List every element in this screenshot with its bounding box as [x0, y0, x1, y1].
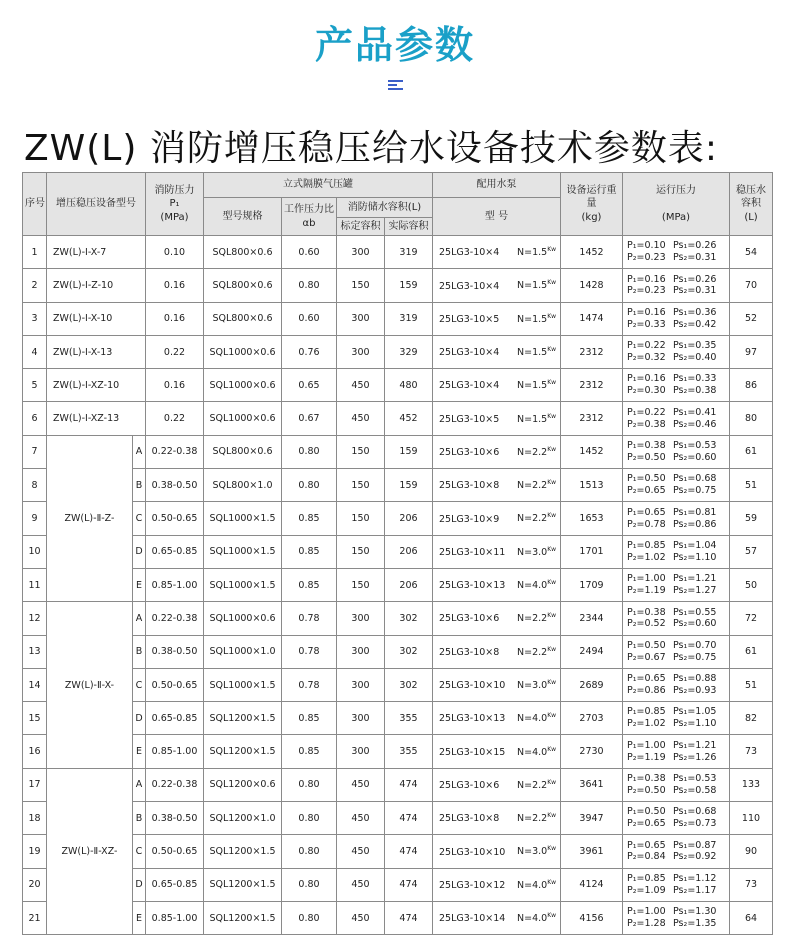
cell-rated-vol: 150 [337, 502, 385, 535]
cell-seq: 11 [23, 568, 47, 601]
cell-rated-vol: 300 [337, 302, 385, 335]
cell-weight: 2312 [561, 369, 623, 402]
cell-work-ratio: 0.80 [282, 901, 337, 934]
cell-sub: A [133, 435, 146, 468]
cell-sub: E [133, 735, 146, 768]
cell-rated-vol: 450 [337, 402, 385, 435]
table-title: ZW(L) 消防增压稳压给水设备技术参数表: [24, 128, 718, 169]
cell-work-ratio: 0.78 [282, 668, 337, 701]
cell-stab-vol: 86 [730, 369, 773, 402]
cell-pump: 25LG3-10×9 $N=2.2^{Kw}$ [433, 502, 561, 535]
cell-fire-pressure: 0.22-0.38 [146, 602, 204, 635]
cell-tank-model: SQL1000×0.6 [204, 402, 282, 435]
cell-seq: 12 [23, 602, 47, 635]
cell-work-ratio: 0.80 [282, 768, 337, 801]
cell-fire-pressure: 0.85-1.00 [146, 568, 204, 601]
cell-pump: 25LG3-10×4 $N=1.5^{Kw}$ [433, 369, 561, 402]
cell-actual-vol: 159 [385, 469, 433, 502]
cell-fire-pressure: 0.65-0.85 [146, 702, 204, 735]
cell-pump: 25LG3-10×11 $N=3.0^{Kw}$ [433, 535, 561, 568]
cell-pump: 25LG3-10×6 $N=2.2^{Kw}$ [433, 602, 561, 635]
header-rated-vol: 标定容积 [337, 218, 385, 236]
table-row [23, 369, 773, 402]
cell-sub: E [133, 901, 146, 934]
cell-fire-pressure: 0.50-0.65 [146, 668, 204, 701]
header-fire-pressure: 消防压力 P₁ (MPa) [146, 173, 204, 236]
cell-run-pressure: P₁=0.65 Ps₁=0.88 P₂=0.86 Ps₂=0.93 [623, 668, 730, 701]
table-row [23, 236, 773, 269]
cell-actual-vol: 159 [385, 435, 433, 468]
cell-seq: 9 [23, 502, 47, 535]
header-storage-group: 消防储水容积(L) [337, 198, 433, 218]
cell-sub: B [133, 635, 146, 668]
cell-tank-model: SQL1000×0.6 [204, 369, 282, 402]
cell-fire-pressure: 0.22-0.38 [146, 768, 204, 801]
cell-actual-vol: 302 [385, 668, 433, 701]
cell-stab-vol: 61 [730, 435, 773, 468]
cell-pump: 25LG3-10×5 $N=1.5^{Kw}$ [433, 302, 561, 335]
cell-weight: 4124 [561, 868, 623, 901]
cell-weight: 2730 [561, 735, 623, 768]
cell-seq: 5 [23, 369, 47, 402]
table-row [23, 635, 773, 668]
cell-rated-vol: 150 [337, 469, 385, 502]
cell-stab-vol: 80 [730, 402, 773, 435]
cell-weight: 1474 [561, 302, 623, 335]
cell-work-ratio: 0.80 [282, 269, 337, 302]
cell-work-ratio: 0.60 [282, 302, 337, 335]
cell-weight: 1428 [561, 269, 623, 302]
parameter-table [22, 172, 773, 935]
cell-fire-pressure: 0.16 [146, 302, 204, 335]
cell-actual-vol: 355 [385, 702, 433, 735]
cell-stab-vol: 110 [730, 802, 773, 835]
cell-pump: 25LG3-10×4 $N=1.5^{Kw}$ [433, 335, 561, 368]
cell-work-ratio: 0.80 [282, 802, 337, 835]
cell-equip-group: ZW(L)-Ⅱ-XZ- [47, 768, 133, 934]
header-actual-vol: 实际容积 [385, 218, 433, 236]
cell-sub: D [133, 868, 146, 901]
cell-run-pressure: P₁=0.85 Ps₁=1.12 P₂=1.09 Ps₂=1.17 [623, 868, 730, 901]
cell-seq: 1 [23, 236, 47, 269]
cell-sub: B [133, 802, 146, 835]
cell-rated-vol: 150 [337, 435, 385, 468]
cell-actual-vol: 474 [385, 835, 433, 868]
cell-run-pressure: P₁=0.16 Ps₁=0.33 P₂=0.30 Ps₂=0.38 [623, 369, 730, 402]
cell-run-pressure: P₁=0.10 Ps₁=0.26 P₂=0.23 Ps₂=0.31 [623, 236, 730, 269]
cell-rated-vol: 450 [337, 768, 385, 801]
cell-weight: 1452 [561, 236, 623, 269]
cell-pump: 25LG3-10×5 $N=1.5^{Kw}$ [433, 402, 561, 435]
cell-tank-model: SQL1000×1.5 [204, 668, 282, 701]
cell-stab-vol: 82 [730, 702, 773, 735]
cell-run-pressure: P₁=0.85 Ps₁=1.04 P₂=1.02 Ps₂=1.10 [623, 535, 730, 568]
table-row [23, 735, 773, 768]
cell-weight: 4156 [561, 901, 623, 934]
cell-equip-model: ZW(L)-Ⅰ-X-7 [47, 236, 146, 269]
menu-icon [388, 80, 403, 90]
cell-work-ratio: 0.78 [282, 602, 337, 635]
cell-sub: A [133, 602, 146, 635]
cell-run-pressure: P₁=0.16 Ps₁=0.26 P₂=0.23 Ps₂=0.31 [623, 269, 730, 302]
cell-run-pressure: P₁=0.50 Ps₁=0.70 P₂=0.67 Ps₂=0.75 [623, 635, 730, 668]
cell-stab-vol: 73 [730, 735, 773, 768]
cell-tank-model: SQL800×0.6 [204, 435, 282, 468]
cell-weight: 1709 [561, 568, 623, 601]
cell-weight: 2312 [561, 402, 623, 435]
cell-weight: 1452 [561, 435, 623, 468]
cell-rated-vol: 150 [337, 269, 385, 302]
header-pump-group: 配用水泵 [433, 173, 561, 198]
cell-actual-vol: 355 [385, 735, 433, 768]
table-row [23, 668, 773, 701]
cell-fire-pressure: 0.65-0.85 [146, 535, 204, 568]
cell-stab-vol: 52 [730, 302, 773, 335]
header-tank-group: 立式隔膜气压罐 [204, 173, 433, 198]
cell-pump: 25LG3-10×8 $N=2.2^{Kw}$ [433, 635, 561, 668]
cell-seq: 13 [23, 635, 47, 668]
cell-tank-model: SQL1200×1.5 [204, 901, 282, 934]
cell-equip-model: ZW(L)-Ⅰ-XZ-13 [47, 402, 146, 435]
cell-actual-vol: 206 [385, 535, 433, 568]
cell-tank-model: SQL800×0.6 [204, 236, 282, 269]
cell-run-pressure: P₁=0.22 Ps₁=0.35 P₂=0.32 Ps₂=0.40 [623, 335, 730, 368]
cell-seq: 14 [23, 668, 47, 701]
cell-rated-vol: 300 [337, 702, 385, 735]
cell-seq: 2 [23, 269, 47, 302]
cell-pump: 25LG3-10×4 $N=1.5^{Kw}$ [433, 236, 561, 269]
cell-work-ratio: 0.80 [282, 469, 337, 502]
cell-run-pressure: P₁=1.00 Ps₁=1.21 P₂=1.19 Ps₂=1.26 [623, 735, 730, 768]
cell-seq: 8 [23, 469, 47, 502]
cell-seq: 4 [23, 335, 47, 368]
cell-sub: A [133, 768, 146, 801]
header-work-ratio: 工作压力比 αb [282, 198, 337, 236]
header-seq: 序号 [23, 173, 47, 236]
cell-tank-model: SQL1000×1.5 [204, 535, 282, 568]
cell-sub: B [133, 469, 146, 502]
cell-weight: 3961 [561, 835, 623, 868]
cell-seq: 20 [23, 868, 47, 901]
cell-tank-model: SQL1200×1.0 [204, 802, 282, 835]
page-title: 产品参数 [314, 23, 475, 67]
cell-seq: 3 [23, 302, 47, 335]
cell-work-ratio: 0.85 [282, 735, 337, 768]
cell-rated-vol: 450 [337, 868, 385, 901]
cell-actual-vol: 319 [385, 236, 433, 269]
cell-stab-vol: 57 [730, 535, 773, 568]
cell-run-pressure: P₁=0.50 Ps₁=0.68 P₂=0.65 Ps₂=0.73 [623, 802, 730, 835]
cell-seq: 10 [23, 535, 47, 568]
cell-stab-vol: 72 [730, 602, 773, 635]
cell-tank-model: SQL1000×1.0 [204, 635, 282, 668]
cell-work-ratio: 0.80 [282, 435, 337, 468]
cell-seq: 19 [23, 835, 47, 868]
cell-rated-vol: 150 [337, 568, 385, 601]
table-row [23, 768, 773, 801]
cell-tank-model: SQL1200×1.5 [204, 835, 282, 868]
cell-stab-vol: 54 [730, 236, 773, 269]
cell-tank-model: SQL1000×0.6 [204, 335, 282, 368]
cell-actual-vol: 206 [385, 502, 433, 535]
cell-actual-vol: 302 [385, 602, 433, 635]
header-run-pressure: 运行压力 (MPa) [623, 173, 730, 236]
cell-pump: 25LG3-10×8 $N=2.2^{Kw}$ [433, 469, 561, 502]
cell-stab-vol: 70 [730, 269, 773, 302]
cell-pump: 25LG3-10×13 $N=4.0^{Kw}$ [433, 702, 561, 735]
cell-run-pressure: P₁=0.50 Ps₁=0.68 P₂=0.65 Ps₂=0.75 [623, 469, 730, 502]
table-row [23, 802, 773, 835]
header-weight: 设备运行重量 (kg) [561, 173, 623, 236]
cell-work-ratio: 0.80 [282, 868, 337, 901]
cell-actual-vol: 474 [385, 868, 433, 901]
cell-tank-model: SQL1000×1.5 [204, 568, 282, 601]
cell-rated-vol: 450 [337, 901, 385, 934]
cell-pump: 25LG3-10×10 $N=3.0^{Kw}$ [433, 835, 561, 868]
header-tank-model: 型号规格 [204, 198, 282, 236]
cell-fire-pressure: 0.22 [146, 402, 204, 435]
cell-sub: D [133, 702, 146, 735]
cell-run-pressure: P₁=0.65 Ps₁=0.87 P₂=0.84 Ps₂=0.92 [623, 835, 730, 868]
table-row [23, 335, 773, 368]
cell-work-ratio: 0.67 [282, 402, 337, 435]
cell-stab-vol: 73 [730, 868, 773, 901]
cell-weight: 1701 [561, 535, 623, 568]
cell-rated-vol: 450 [337, 369, 385, 402]
cell-run-pressure: P₁=1.00 Ps₁=1.30 P₂=1.28 Ps₂=1.35 [623, 901, 730, 934]
cell-actual-vol: 206 [385, 568, 433, 601]
cell-pump: 25LG3-10×14 $N=4.0^{Kw}$ [433, 901, 561, 934]
cell-tank-model: SQL1200×1.5 [204, 702, 282, 735]
cell-tank-model: SQL1200×1.5 [204, 735, 282, 768]
cell-stab-vol: 133 [730, 768, 773, 801]
cell-work-ratio: 0.65 [282, 369, 337, 402]
cell-weight: 2312 [561, 335, 623, 368]
cell-sub: D [133, 535, 146, 568]
cell-rated-vol: 300 [337, 635, 385, 668]
cell-seq: 21 [23, 901, 47, 934]
cell-fire-pressure: 0.85-1.00 [146, 735, 204, 768]
header-stab-vol: 稳压水容积 (L) [730, 173, 773, 236]
cell-fire-pressure: 0.38-0.50 [146, 469, 204, 502]
cell-fire-pressure: 0.22 [146, 335, 204, 368]
cell-equip-model: ZW(L)-Ⅰ-X-13 [47, 335, 146, 368]
cell-fire-pressure: 0.22-0.38 [146, 435, 204, 468]
cell-stab-vol: 90 [730, 835, 773, 868]
cell-rated-vol: 300 [337, 602, 385, 635]
cell-stab-vol: 51 [730, 668, 773, 701]
cell-work-ratio: 0.78 [282, 635, 337, 668]
cell-seq: 16 [23, 735, 47, 768]
cell-sub: C [133, 668, 146, 701]
cell-run-pressure: P₁=0.65 Ps₁=0.81 P₂=0.78 Ps₂=0.86 [623, 502, 730, 535]
header-equip-model: 增压稳压设备型号 [47, 173, 146, 236]
cell-fire-pressure: 0.50-0.65 [146, 502, 204, 535]
cell-fire-pressure: 0.16 [146, 369, 204, 402]
cell-run-pressure: P₁=0.38 Ps₁=0.53 P₂=0.50 Ps₂=0.58 [623, 768, 730, 801]
table-row [23, 702, 773, 735]
table-row [23, 602, 773, 635]
cell-tank-model: SQL1200×1.5 [204, 868, 282, 901]
cell-sub: E [133, 568, 146, 601]
table-row [23, 469, 773, 502]
cell-run-pressure: P₁=1.00 Ps₁=1.21 P₂=1.19 Ps₂=1.27 [623, 568, 730, 601]
cell-stab-vol: 64 [730, 901, 773, 934]
cell-weight: 1653 [561, 502, 623, 535]
cell-actual-vol: 480 [385, 369, 433, 402]
cell-equip-model: ZW(L)-Ⅰ-X-10 [47, 302, 146, 335]
table-row [23, 402, 773, 435]
table-row [23, 435, 773, 468]
table-body [23, 236, 773, 935]
cell-pump: 25LG3-10×15 $N=4.0^{Kw}$ [433, 735, 561, 768]
cell-actual-vol: 474 [385, 802, 433, 835]
header-pump-model: 型 号 [433, 198, 561, 236]
cell-sub: C [133, 502, 146, 535]
table-row [23, 302, 773, 335]
cell-fire-pressure: 0.16 [146, 269, 204, 302]
cell-fire-pressure: 0.65-0.85 [146, 868, 204, 901]
cell-run-pressure: P₁=0.38 Ps₁=0.55 P₂=0.52 Ps₂=0.60 [623, 602, 730, 635]
cell-rated-vol: 150 [337, 535, 385, 568]
cell-rated-vol: 300 [337, 335, 385, 368]
cell-actual-vol: 319 [385, 302, 433, 335]
cell-actual-vol: 159 [385, 269, 433, 302]
table-row [23, 901, 773, 934]
cell-tank-model: SQL800×1.0 [204, 469, 282, 502]
cell-fire-pressure: 0.38-0.50 [146, 802, 204, 835]
cell-actual-vol: 302 [385, 635, 433, 668]
cell-weight: 2494 [561, 635, 623, 668]
cell-seq: 18 [23, 802, 47, 835]
cell-fire-pressure: 0.50-0.65 [146, 835, 204, 868]
cell-run-pressure: P₁=0.85 Ps₁=1.05 P₂=1.02 Ps₂=1.10 [623, 702, 730, 735]
cell-work-ratio: 0.85 [282, 535, 337, 568]
table-row [23, 535, 773, 568]
cell-rated-vol: 450 [337, 835, 385, 868]
cell-seq: 7 [23, 435, 47, 468]
cell-equip-model: ZW(L)-Ⅰ-XZ-10 [47, 369, 146, 402]
cell-equip-group: ZW(L)-Ⅱ-X- [47, 602, 133, 768]
cell-stab-vol: 50 [730, 568, 773, 601]
cell-pump: 25LG3-10×8 $N=2.2^{Kw}$ [433, 802, 561, 835]
cell-work-ratio: 0.60 [282, 236, 337, 269]
cell-sub: C [133, 835, 146, 868]
cell-stab-vol: 97 [730, 335, 773, 368]
table-row [23, 568, 773, 601]
cell-seq: 6 [23, 402, 47, 435]
table-row [23, 269, 773, 302]
table-row [23, 868, 773, 901]
cell-actual-vol: 474 [385, 901, 433, 934]
cell-equip-group: ZW(L)-Ⅱ-Z- [47, 435, 133, 601]
cell-rated-vol: 300 [337, 668, 385, 701]
cell-tank-model: SQL1000×0.6 [204, 602, 282, 635]
cell-work-ratio: 0.85 [282, 568, 337, 601]
cell-seq: 17 [23, 768, 47, 801]
cell-tank-model: SQL1200×0.6 [204, 768, 282, 801]
table-row [23, 502, 773, 535]
cell-work-ratio: 0.85 [282, 702, 337, 735]
cell-weight: 3641 [561, 768, 623, 801]
cell-work-ratio: 0.80 [282, 835, 337, 868]
cell-actual-vol: 474 [385, 768, 433, 801]
cell-tank-model: SQL800×0.6 [204, 302, 282, 335]
cell-run-pressure: P₁=0.38 Ps₁=0.53 P₂=0.50 Ps₂=0.60 [623, 435, 730, 468]
cell-pump: 25LG3-10×6 $N=2.2^{Kw}$ [433, 768, 561, 801]
cell-stab-vol: 51 [730, 469, 773, 502]
cell-work-ratio: 0.85 [282, 502, 337, 535]
cell-pump: 25LG3-10×13 $N=4.0^{Kw}$ [433, 568, 561, 601]
cell-run-pressure: P₁=0.22 Ps₁=0.41 P₂=0.38 Ps₂=0.46 [623, 402, 730, 435]
cell-weight: 2703 [561, 702, 623, 735]
cell-stab-vol: 61 [730, 635, 773, 668]
cell-weight: 3947 [561, 802, 623, 835]
cell-actual-vol: 329 [385, 335, 433, 368]
cell-stab-vol: 59 [730, 502, 773, 535]
table-row [23, 835, 773, 868]
cell-tank-model: SQL1000×1.5 [204, 502, 282, 535]
cell-pump: 25LG3-10×4 $N=1.5^{Kw}$ [433, 269, 561, 302]
cell-rated-vol: 300 [337, 735, 385, 768]
cell-run-pressure: P₁=0.16 Ps₁=0.36 P₂=0.33 Ps₂=0.42 [623, 302, 730, 335]
cell-weight: 2689 [561, 668, 623, 701]
cell-weight: 2344 [561, 602, 623, 635]
cell-fire-pressure: 0.85-1.00 [146, 901, 204, 934]
cell-equip-model: ZW(L)-Ⅰ-Z-10 [47, 269, 146, 302]
cell-actual-vol: 452 [385, 402, 433, 435]
cell-work-ratio: 0.76 [282, 335, 337, 368]
cell-fire-pressure: 0.10 [146, 236, 204, 269]
cell-weight: 1513 [561, 469, 623, 502]
cell-pump: 25LG3-10×6 $N=2.2^{Kw}$ [433, 435, 561, 468]
cell-fire-pressure: 0.38-0.50 [146, 635, 204, 668]
cell-rated-vol: 300 [337, 236, 385, 269]
cell-rated-vol: 450 [337, 802, 385, 835]
cell-tank-model: SQL800×0.6 [204, 269, 282, 302]
cell-pump: 25LG3-10×10 $N=3.0^{Kw}$ [433, 668, 561, 701]
cell-seq: 15 [23, 702, 47, 735]
cell-pump: 25LG3-10×12 $N=4.0^{Kw}$ [433, 868, 561, 901]
